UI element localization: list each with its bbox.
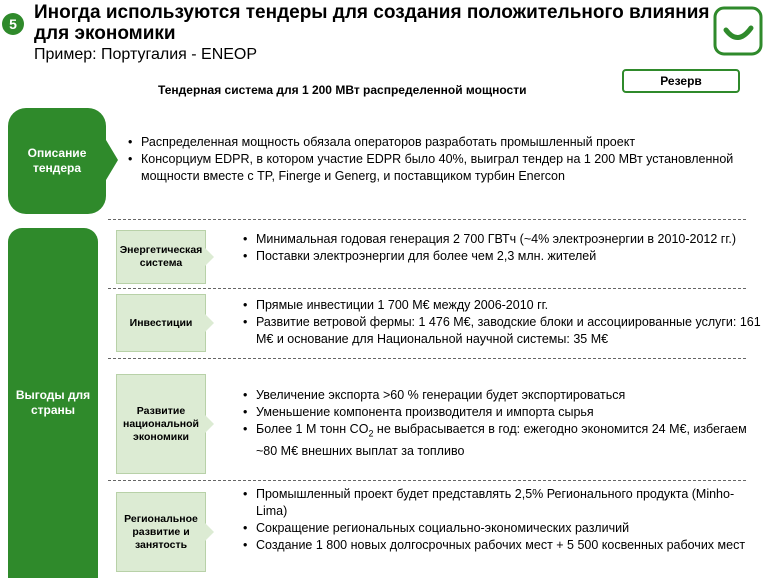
tender-arrow [106,140,118,180]
divider [108,288,746,289]
energy-system-label: Энергетическая система [116,230,206,284]
company-logo-icon [713,6,763,56]
divider [108,219,746,220]
national-economy-label: Развитие национальной экономики [116,374,206,474]
page-subtitle: Пример: Португалия - ENEOP [34,46,258,63]
list-item: • Прямые инвестиции 1 700 М€ между 2006-2010 гг. [256,297,761,314]
reserve-button[interactable]: Резерв [622,69,740,93]
list-item: • Распределенная мощность обязала операторов разработать промышленный проект [141,134,751,151]
regional-development-label: Региональное развитие и занятость [116,492,206,572]
list-item: • Промышленный проект будет представлять 2,5% Регионального продукта (Minho-Lima) [256,486,761,520]
list-item: • Уменьшение компонента производителя и импорта сырья [256,404,761,421]
divider [108,480,746,481]
national-economy-bullets [240,387,761,460]
list-item: • Увеличение экспорта >60 % генерации будет экспортироваться [256,387,761,404]
energy-system-bullets [240,231,761,265]
list-item: • Развитие ветровой фермы: 1 476 М€, заводские блоки и ассоциированные услуги: 161 М€ и основание для Национальной научной системы: 35 М€ [256,314,761,348]
investments-label: Инвестиции [116,294,206,352]
regional-development-bullets [240,486,761,554]
list-item: • Минимальная годовая генерация 2 700 ГВТч (~4% электроэнергии в 2010-2012 гг.) [256,231,761,248]
list-item: • Более 1 М тонн $CO_2$ не выбрасывается в год: ежегодно экономится 24 М€, избегаем ~80 М€ внешних выплат за топливо [256,421,761,460]
divider [108,358,746,359]
tender-description-label: Описание тендера [8,108,106,214]
list-item: • Консорциум EDPR, в котором участие EDPR было 40%, выиграл тендер на 1 200 МВт установленной мощности вместе с TP, Finerge и Generg, и поставщиком турбин Enercon [141,151,751,185]
list-item: • Сокращение региональных социально-экономических различий [256,520,761,537]
page-title: Иногда используются тендеры для создания положительного влияния для экономики [34,2,710,44]
tender-bullets [125,134,751,185]
investments-bullets [240,297,761,348]
benefits-label: Выгоды для страны [8,228,98,578]
slide-number-badge: 5 [2,13,24,35]
list-item: • Создание 1 800 новых долгосрочных рабочих мест + 5 500 косвенных рабочих мест [256,537,761,554]
section-caption: Тендерная система для 1 200 МВт распределенной мощности [158,83,527,97]
list-item: • Поставки электроэнергии для более чем 2,3 млн. жителей [256,248,761,265]
